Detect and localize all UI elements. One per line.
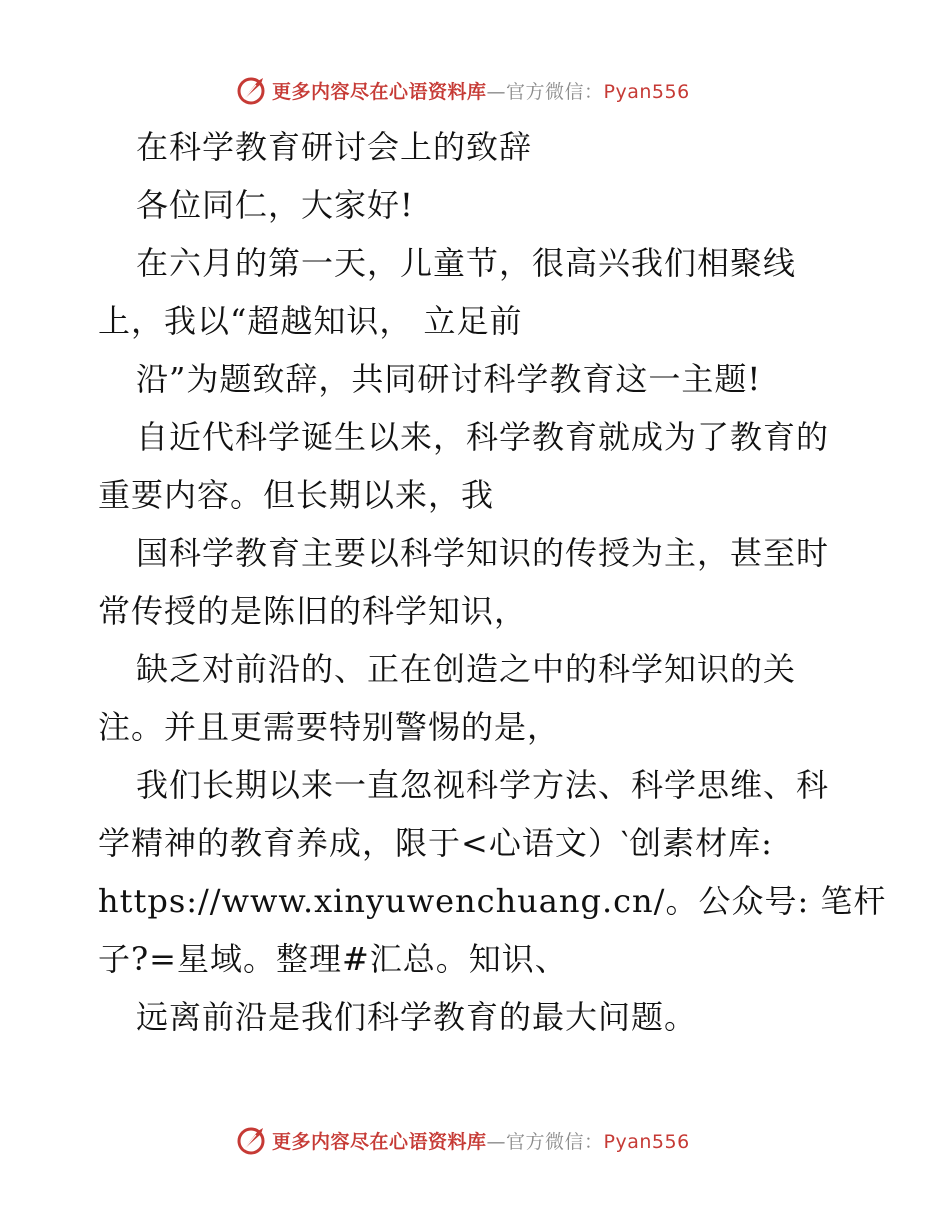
footer-banner-text [272, 1127, 690, 1154]
quill-logo-icon [236, 74, 268, 106]
footer-dash: — [486, 1130, 507, 1153]
footer-brand-text: 更多内容尽在心语资料库 [272, 1130, 487, 1153]
paragraph-line: 我们长期以来一直忽视科学方法、科学思维、科 [136, 766, 830, 804]
paragraph-line: 自近代科学诞生以来，科学教育就成为了教育的 [136, 418, 830, 456]
paragraph-line: 注。并且更需要特别警惕的是， [98, 708, 561, 746]
paragraph-line: 学精神的教育养成，限于<心语文）‵创素材库: [98, 824, 773, 862]
paragraph-line: 常传授的是陈旧的科学知识， [98, 592, 528, 630]
header-wechat-id: Pyan556 [603, 80, 690, 103]
paragraph-line: 沿”为题致辞，共同研讨科学教育这一主题! [136, 360, 762, 398]
paragraph-line: 子?=星域。整理#汇总。知识、 [98, 940, 568, 978]
paragraph-line: 缺乏对前沿的、正在创造之中的科学知识的关 [136, 650, 797, 688]
header-banner-text [272, 77, 690, 104]
document-body [98, 118, 887, 1046]
header-banner [236, 73, 690, 107]
header-brand-text: 更多内容尽在心语资料库 [272, 80, 487, 103]
footer-banner [236, 1123, 690, 1157]
footer-wechat-label: 官方微信： [506, 1130, 604, 1153]
document-title: 在科学教育研讨会上的致辞 [136, 128, 533, 166]
paragraph-line: 上，我以“超越知识， 立足前 [98, 302, 523, 340]
paragraph-line: 重要内容。但长期以来，我 [98, 476, 495, 514]
paragraph-line: https://www.xinyuwenchuang.cn/。公众号: 笔杆 [98, 882, 887, 920]
paragraph-line: 国科学教育主要以科学知识的传授为主，甚至时 [136, 534, 830, 572]
header-wechat-label: 官方微信： [506, 80, 604, 103]
header-dash: — [486, 80, 507, 103]
footer-wechat-id: Pyan556 [603, 1130, 690, 1153]
paragraph-line: 各位同仁，大家好! [136, 186, 414, 224]
quill-logo-icon [236, 1124, 268, 1156]
paragraph-line: 在六月的第一天，儿童节，很高兴我们相聚线 [136, 244, 797, 282]
paragraph-line: 远离前沿是我们科学教育的最大问题。 [136, 998, 698, 1036]
